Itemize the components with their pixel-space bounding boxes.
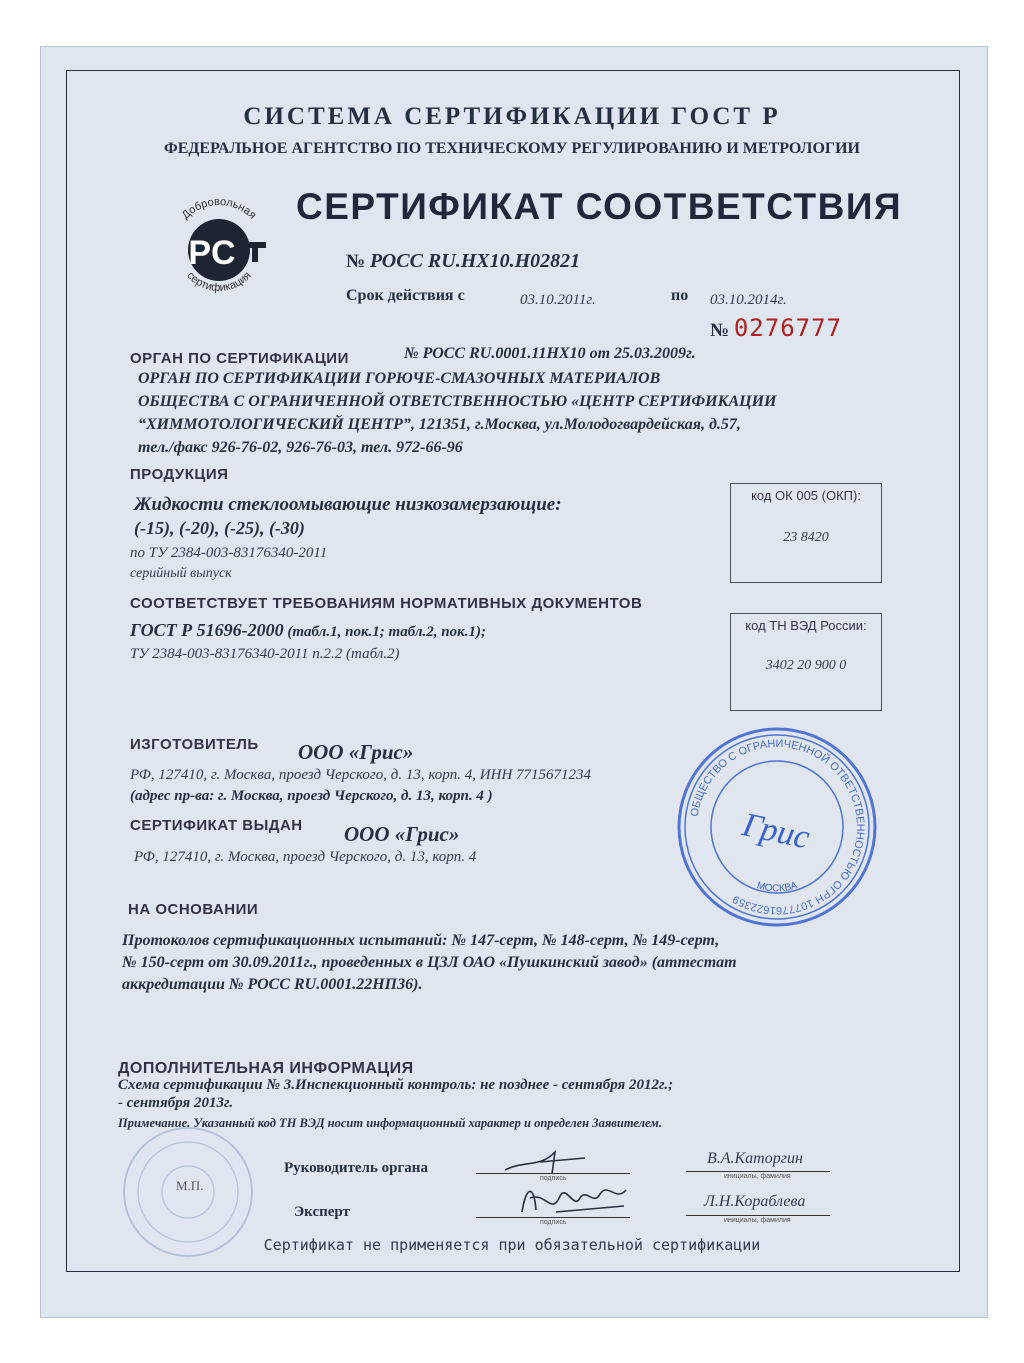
conformity-label: СООТВЕТСТВУЕТ ТРЕБОВАНИЯМ НОРМАТИВНЫХ ДОКУМЕНТОВ: [130, 595, 643, 612]
footer-note: Сертификат не применяется при обязательной сертификации: [263, 1236, 761, 1254]
svg-text:МОСКВА: [755, 880, 799, 894]
stamp-city: МОСКВА: [755, 880, 799, 895]
product-line-3: по ТУ 2384-003-83176340-2011: [130, 545, 328, 561]
extra-line-1: Схема сертификации № 3.Инспекционный контроль: не позднее - сентября 2012г.;: [118, 1077, 674, 1093]
expert-label: Эксперт: [294, 1204, 350, 1220]
organ-line-4: тел./факс 926-76-02, 926-76-03, тел. 972-66-96: [138, 439, 463, 456]
system-title: СИСТЕМА СЕРТИФИКАЦИИ ГОСТ Р: [243, 103, 781, 130]
logo-mark: PC: [188, 234, 236, 272]
organ-line-3: “ХИММОТОЛОГИЧЕСКИЙ ЦЕНТР”, 121351, г.Москва, ул.Молодогвардейская, д.57,: [138, 416, 741, 433]
okp-code-box: [730, 483, 882, 583]
okp-label: код ОК 005 (ОКП):: [751, 488, 861, 503]
cert-number: РОСС RU.НХ10.Н02821: [369, 250, 581, 272]
product-line-1: Жидкости стеклоомывающие низкозамерзающие:: [134, 494, 562, 515]
valid-to-label: по: [671, 287, 689, 304]
tnved-label: код ТН ВЭД России:: [745, 618, 867, 633]
tnved-code-box: [730, 613, 882, 711]
manufacturer-name: ООО «Грис»: [298, 740, 414, 764]
basis-line-3: аккредитации № РОСС RU.0001.22НП36).: [122, 976, 423, 993]
head-name: В.А.Каторгин: [707, 1150, 803, 1167]
issued-to-name: ООО «Грис»: [344, 822, 460, 846]
conformity-line-2: ТУ 2384-003-83176340-2011 п.2.2 (табл.2): [130, 646, 400, 662]
certificate-title: СЕРТИФИКАТ СООТВЕТСТВИЯ: [296, 186, 903, 227]
organ-label: ОРГАН ПО СЕРТИФИКАЦИИ: [130, 350, 349, 367]
expert-name-caption: инициалы, фамилия: [724, 1217, 791, 1224]
head-label: Руководитель органа: [284, 1160, 428, 1176]
blank-no-label: №: [710, 320, 730, 341]
manufacturer-prod-address: (адрес пр-ва: г. Москва, проезд Черского, д. 13, корп. 4 ): [130, 788, 493, 804]
extra-line-2: - сентября 2013г.: [118, 1095, 234, 1111]
head-name-line: [686, 1171, 830, 1172]
agency-title: ФЕДЕРАЛЬНОЕ АГЕНТСТВО ПО ТЕХНИЧЕСКОМУ РЕГУЛИРОВАНИЮ И МЕТРОЛОГИИ: [164, 140, 860, 157]
expert-name: Л.Н.Кораблева: [704, 1193, 806, 1210]
basis-label: НА ОСНОВАНИИ: [128, 901, 259, 918]
basis-line-2: № 150-серт от 30.09.2011г., проведенных в ЦЗЛ ОАО «Пушкинский завод» (аттестат: [122, 954, 737, 971]
logo-text-top: Добровольная: [179, 195, 259, 222]
basis-line-1: Протоколов сертификационных испытаний: № 147-серт, № 148-серт, № 149-серт,: [122, 932, 720, 949]
blank-number: 0276777: [733, 314, 842, 342]
extra-label: ДОПОЛНИТЕЛЬНАЯ ИНФОРМАЦИЯ: [118, 1060, 414, 1077]
organ-accreditation: № РОСС RU.0001.11НХ10 от 25.03.2009г.: [404, 345, 696, 362]
extra-note: Примечание. Указанный код ТН ВЭД носит информационный характер и определен Заявителем.: [118, 1116, 662, 1130]
gost-ref: ГОСТ Р 51696-2000: [130, 620, 284, 640]
issued-to-label: СЕРТИФИКАТ ВЫДАН: [130, 817, 303, 834]
expert-sign-caption: подпись: [540, 1219, 567, 1226]
product-line-2: (-15), (-20), (-25), (-30): [134, 518, 305, 538]
valid-from: 03.10.2011г.: [520, 292, 596, 308]
stamp-center-text: Грис: [739, 806, 813, 857]
issued-to-address: РФ, 127410, г. Москва, проезд Черского, д. 13, корп. 4: [134, 849, 477, 865]
gost-ref-details: (табл.1, пок.1; табл.2, пок.1);: [283, 624, 486, 640]
validity-line: [346, 287, 465, 305]
organ-line-2: ОБЩЕСТВА С ОГРАНИЧЕННОЙ ОТВЕТСТВЕННОСТЬЮ «ЦЕНТР СЕРТИФИКАЦИИ: [138, 393, 777, 410]
head-name-caption: инициалы, фамилия: [724, 1173, 791, 1180]
head-signature: [500, 1140, 590, 1180]
tnved-value: 3402 20 900 0: [765, 658, 847, 673]
stamp-ring-text: ОБЩЕСТВО С ОГРАНИЧЕННОЙ ОТВЕТСТВЕННОСТЬЮ ОГРН 1077761622359: [688, 737, 867, 917]
product-line-4: серийный выпуск: [130, 566, 232, 581]
logo-text-bottom: сертификация: [184, 269, 254, 295]
valid-label: Срок действия с: [346, 287, 465, 304]
valid-to: 03.10.2014г.: [710, 292, 787, 308]
manufacturer-label: ИЗГОТОВИТЕЛЬ: [130, 736, 259, 753]
mp-label: М.П.: [176, 1178, 204, 1193]
cert-no-label: №: [346, 251, 366, 272]
svg-text:Добровольная: [180, 196, 259, 222]
cert-number-line: [346, 250, 580, 273]
conformity-line-1: [130, 620, 486, 641]
blank-number-line: [710, 314, 842, 342]
expert-signature: [516, 1176, 636, 1220]
expert-name-line: [686, 1215, 830, 1216]
rst-logo-icon: [160, 188, 278, 306]
company-stamp-icon: [674, 724, 880, 930]
product-label: ПРОДУКЦИЯ: [130, 466, 229, 483]
head-sign-caption: подпись: [540, 1175, 567, 1182]
okp-value: 23 8420: [783, 530, 829, 545]
manufacturer-address: РФ, 127410, г. Москва, проезд Черского, д. 13, корп. 4, ИНН 7715671234: [130, 767, 592, 783]
organ-line-1: ОРГАН ПО СЕРТИФИКАЦИИ ГОРЮЧЕ-СМАЗОЧНЫХ МАТЕРИАЛОВ: [138, 370, 661, 387]
